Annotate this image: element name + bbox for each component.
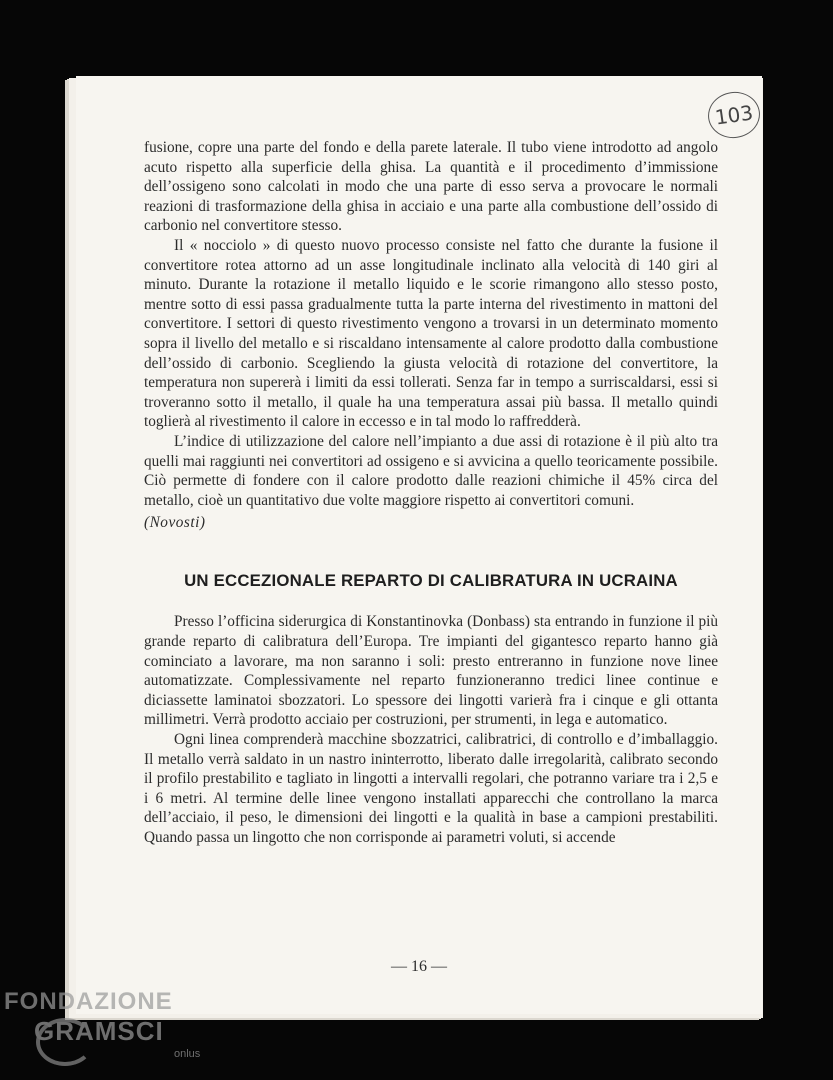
paragraph-5: Ogni linea comprenderà macchine sbozzatrici, calibratrici, di controllo e d’imballaggio. Il metallo verrà saldato in un nastro ininterrotto, liberato dalle irregolarità, calibrato secondo il profilo prestabilito e tagliato in lingotti a intervalli regolari, che potranno variare tra i 2,5 e i 6 metri. Al termine delle linee vengono installati apparecchi che controllano la marca dell’acciaio, il peso, le dimensioni dei lingotti e la qualità in base a campioni prestabiliti. Quando passa un lingotto che non corrisponde ai parametri voluti, si accende	[144, 731, 718, 846]
paragraph-4: Presso l’officina siderurgica di Konstantinovka (Donbass) sta entrando in funzione il più grande reparto di calibratura dell’Europa. Tre impianti del gigantesco reparto hanno già cominciato a lavorare, ma non saranno i soli: presto entreranno in funzione nove linee automatizzate. Complessivamente nel reparto funzioneranno tredici linee continue e diciassette laminatoi sbozzatori. Lo spessore dei lingotti varierà fra i cinque e gli ottanta millimetri. Verrà prodotto acciaio per costruzioni, per strumenti, in lega e automatico.	[144, 613, 718, 729]
source-credit: (Novosti)	[144, 514, 206, 532]
handwritten-page-number: 103	[705, 89, 763, 142]
watermark-line-2: GRAMSCI	[34, 1016, 164, 1046]
page-body	[144, 138, 718, 848]
article-heading: UN ECCEZIONALE REPARTO DI CALIBRATURA IN UCRAINA	[184, 570, 678, 590]
paragraph-1: fusione, copre una parte del fondo e della parete laterale. Il tubo viene introdotto ad angolo acuto rispetto alla superficie della ghisa. La quantità e il procedimento d’immissione dell’ossigeno sono calcolati in modo che una parte di esso serva a provocare le normali reazioni di trasformazione della ghisa in acciaio e una parte alla combustione dell’ossido di carbonio nel convertitore stesso.	[144, 139, 718, 235]
watermark-line-3: onlus	[174, 1048, 201, 1060]
paragraph-3: L’indice di utilizzazione del calore nell’impianto a due assi di rotazione è il più alto tra quelli mai raggiunti nei convertitori ad ossigeno e si avvicina a quello teoricamente possibile. Ciò permette di fondere con il calore prodotto dalle reazioni chimiche il 45% circa del metallo, cioè un quantitativo due volte maggiore rispetto ai convertitori comuni.	[144, 432, 718, 509]
watermark-line-1: FONDAZIONE	[4, 988, 173, 1015]
paragraph-2: Il « nocciolo » di questo nuovo processo consiste nel fatto che durante la fusione il convertitore rotea attorno ad un asse longitudinale inclinato alla velocità di 140 giri al minuto. Durante la rotazione il metallo liquido e le scorie rimangono allo stesso posto, mentre sotto di essi passa gradualmente tutta la parte interna del rivestimento in mattoni del convertitore. I settori di questo rivestimento vengono a trovarsi in un determinato momento sopra il livello del metallo e si riscaldano intensamente al calore prodotto dalla combustione dell’ossido di carbonio. Scegliendo la giusta velocità di rotazione del convertitore, la temperatura non supererà i limiti da essi tollerati. Senza far in tempo a surriscaldarsi, essi si troveranno sotto il metallo, il quale ha una temperatura assai più bassa. Il metallo quindi toglierà al rivestimento il calore in eccesso e in tal modo lo raffredderà.	[144, 236, 718, 431]
page-number-footer: — 16 —	[391, 958, 447, 975]
document-page	[76, 76, 762, 1014]
watermark-logo	[4, 988, 224, 1078]
